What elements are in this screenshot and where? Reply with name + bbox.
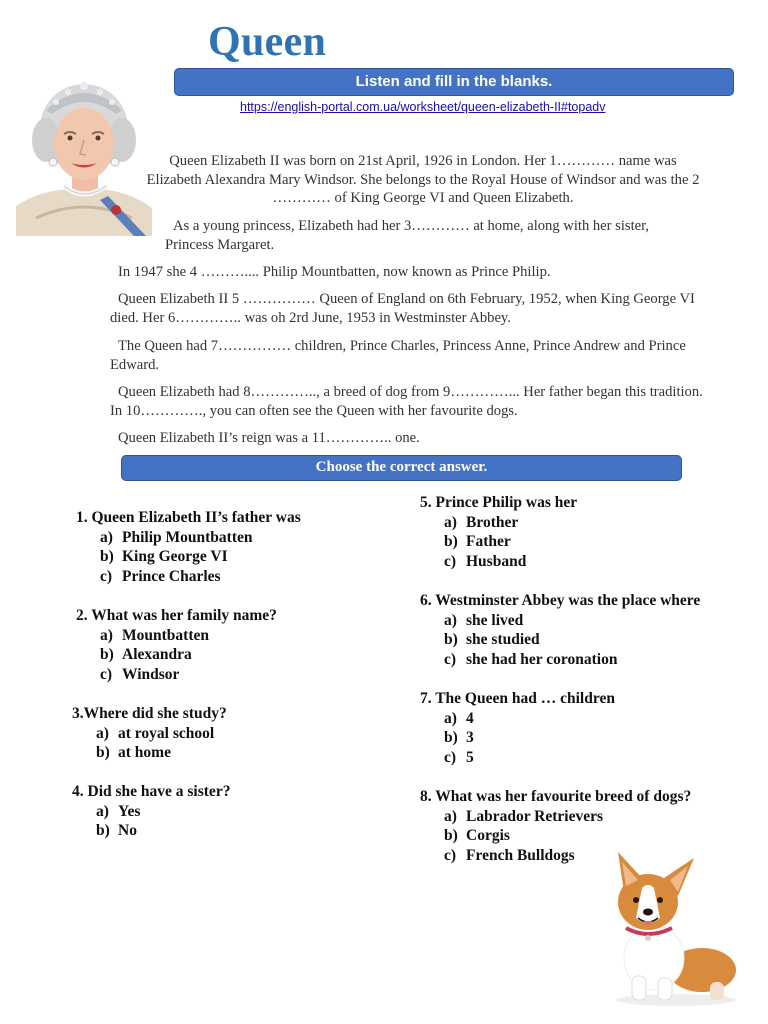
question-7 [420,689,750,767]
option-b[interactable]: b) King George VI [100,548,228,566]
option-c[interactable]: c) she had her coronation [444,650,618,668]
question-text: 4. Did she have a sister? [72,783,231,800]
question-text: 3.Where did she study? [72,705,227,722]
option-a[interactable]: a) Brother [444,513,519,531]
option-b[interactable]: b) Alexandra [100,646,192,664]
question-3 [72,704,392,763]
option-a[interactable]: a) Labrador Retrievers [444,807,604,825]
option-a[interactable]: a) at royal school [96,724,215,742]
paragraph-3: In 1947 she 4 ……….... Philip Mountbatten, now known as Prince Philip. [118,264,551,280]
question-1 [76,508,396,586]
option-b[interactable]: b) Corgis [444,827,510,845]
option-c[interactable]: c) 5 [444,748,474,766]
page-title: Queen [208,19,327,65]
question-text: 6. Westminster Abbey was the place where [420,592,701,609]
question-5 [420,493,750,571]
paragraph-7: Queen Elizabeth II’s reign was a 11………….. one. [118,430,420,446]
question-4 [72,782,392,841]
option-a[interactable]: a) she lived [444,611,524,629]
paragraph-1: Queen Elizabeth II was born on 21st April, 1926 in London. Her 1………… name was Elizabeth Alexandra Mary Windsor. She belongs to the Royal House of Windsor and was the 2 ………… of King George VI and Queen Elizabeth. [146,153,700,206]
option-c[interactable]: c) Husband [444,552,527,570]
paragraph-4: Queen Elizabeth II 5 …………… Queen of England on 6th February, 1952, when King George VI died. Her 6………….. was oh 2rd June, 1953 in Westminster Abbey. [110,291,695,326]
queen-portrait-image [16,68,152,236]
question-2 [76,606,396,684]
question-text: 2. What was her family name? [76,607,277,624]
question-text: 1. Queen Elizabeth II’s father was [76,509,301,526]
option-a[interactable]: a) Yes [96,802,141,820]
option-a[interactable]: a) 4 [444,709,474,727]
option-b[interactable]: b) No [96,822,137,840]
choose-banner: Choose the correct answer. [121,455,682,481]
option-b[interactable]: b) 3 [444,729,474,747]
question-text: 8. What was her favourite breed of dogs? [420,788,692,805]
question-text: 5. Prince Philip was her [420,494,578,511]
option-b[interactable]: b) at home [96,744,171,762]
option-b[interactable]: b) she studied [444,631,540,649]
option-a[interactable]: a) Mountbatten [100,626,209,644]
option-b[interactable]: b) Father [444,533,511,551]
listen-banner: Listen and fill in the blanks. [174,68,734,96]
option-c[interactable]: c) Prince Charles [100,567,221,585]
option-c[interactable]: c) French Bulldogs [444,846,575,864]
option-c[interactable]: c) Windsor [100,665,180,683]
option-a[interactable]: a) Philip Mountbatten [100,528,253,546]
paragraph-5: The Queen had 7…………… children, Prince Charles, Princess Anne, Prince Andrew and Prince Edward. [110,338,686,373]
corgi-image [602,848,744,1008]
paragraph-2: As a young princess, Elizabeth had her 3………… at home, along with her sister, Princess Margaret. [165,218,650,253]
paragraph-6: Queen Elizabeth had 8………….., a breed of dog from 9…………... Her father began this tradition. In 10…………., you can often see the Queen with her favourite dogs. [110,384,703,419]
worksheet-link[interactable]: https://english-portal.com.ua/worksheet/queen-elizabeth-II#topadv [240,100,606,114]
question-text: 7. The Queen had … children [420,690,615,707]
question-6 [420,591,750,669]
